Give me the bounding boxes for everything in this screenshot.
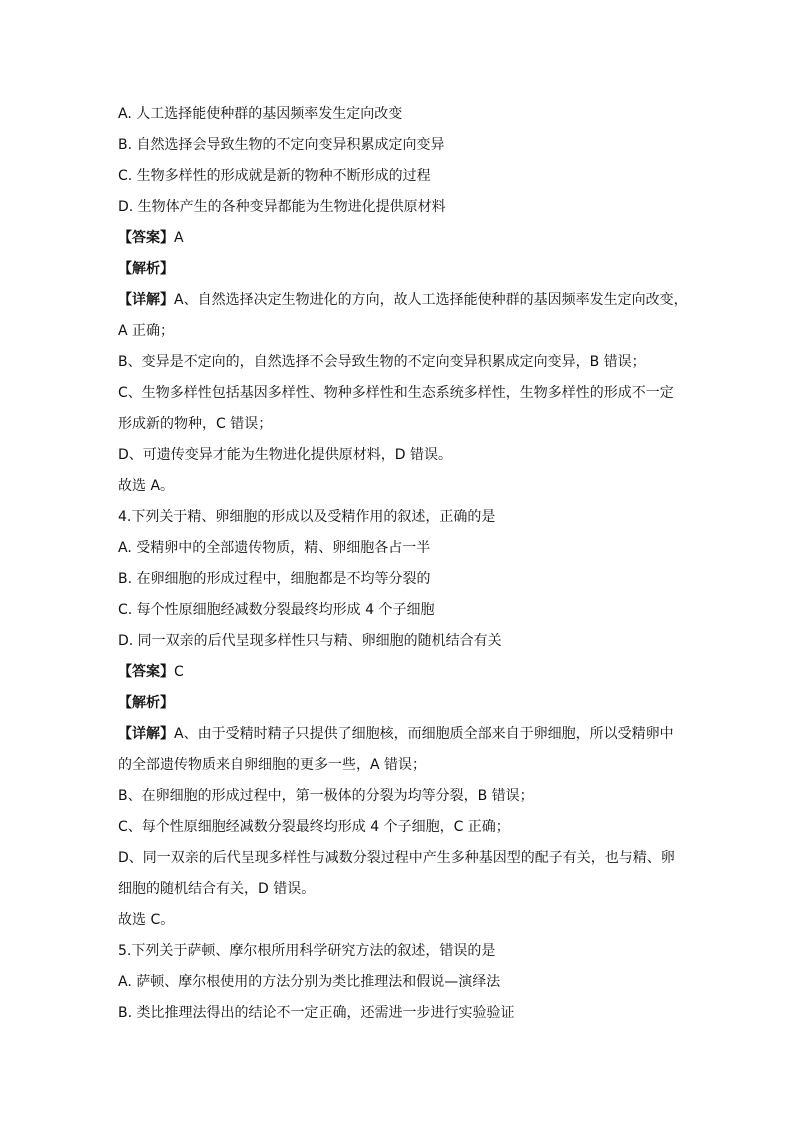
q3-detail-1 <box>118 285 688 316</box>
q5-option-a: A. 萨顿、摩尔根使用的方法分别为类比推理法和假说—演绎法 <box>118 974 501 990</box>
q3-answer <box>118 223 678 254</box>
q4-detail-6: 细胞的随机结合有关，D 错误。 <box>118 881 316 897</box>
q4-detail-tag: 【详解】 <box>118 726 174 742</box>
q3-detail-text: A、自然选择决定生物进化的方向，故人工选择能使种群的基因频率发生定向改变， <box>174 292 688 308</box>
q4-detail-2: 的全部遗传物质来自卵细胞的更多一些，A 错误； <box>118 757 427 773</box>
q3-detail-4: C、生物多样性包括基因多样性、物种多样性和生态系统多样性，生物多样性的形成不一定 <box>118 385 674 401</box>
q4-conclusion: 故选 C。 <box>118 912 175 928</box>
q3-detail-2: A 正确； <box>118 323 175 339</box>
page-content <box>118 99 688 1029</box>
q3-option-c: C. 生物多样性的形成就是新的物种不断形成的过程 <box>118 168 431 184</box>
q4-detail-3: B、在卵细胞的形成过程中，第一极体的分裂为均等分裂，B 错误； <box>118 788 534 804</box>
q3-option-b: B. 自然选择会导致生物的不定向变异积累成定向变异 <box>118 137 445 153</box>
q4-option-b: B. 在卵细胞的形成过程中，细胞都是不均等分裂的 <box>118 571 431 587</box>
q3-detail-3: B、变异是不定向的，自然选择不会导致生物的不定向变异积累成定向变异，B 错误； <box>118 354 646 370</box>
q5-option-b: B. 类比推理法得出的结论不一定正确，还需进一步进行实验验证 <box>118 1005 515 1021</box>
q4-detail-5: D、同一双亲的后代呈现多样性与减数分裂过程中产生多种基因型的配子有关，也与精、卵 <box>118 850 675 866</box>
q3-option-a: A. 人工选择能使种群的基因频率发生定向改变 <box>118 106 403 122</box>
q4-detail-text: A、由于受精时精子只提供了细胞核，而细胞质全部来自于卵细胞，所以受精卵中 <box>174 726 674 742</box>
q4-detail-1 <box>118 719 678 750</box>
q3-conclusion: 故选 A。 <box>118 478 175 494</box>
q3-detail-6: D、可遗传变异才能为生物进化提供原材料，D 错误。 <box>118 447 453 463</box>
q3-option-d: D. 生物体产生的各种变异都能为生物进化提供原材料 <box>118 199 446 215</box>
q4-answer <box>118 657 678 688</box>
q4-option-d: D. 同一双亲的后代呈现多样性只与精、卵细胞的随机结合有关 <box>118 633 502 649</box>
q3-detail-5: 形成新的物种，C 错误； <box>118 416 273 432</box>
q3-detail-tag: 【详解】 <box>118 292 174 308</box>
q3-answer-value: A <box>174 230 184 246</box>
q4-answer-tag: 【答案】 <box>118 664 174 680</box>
q3-answer-tag: 【答案】 <box>118 230 174 246</box>
q4-answer-value: C <box>174 664 184 680</box>
q5-stem: 5.下列关于萨顿、摩尔根所用科学研究方法的叙述，错误的是 <box>118 943 496 959</box>
q4-stem: 4.下列关于精、卵细胞的形成以及受精作用的叙述，正确的是 <box>118 509 496 525</box>
q4-analysis-tag: 【解析】 <box>118 695 174 711</box>
q4-option-c: C. 每个性原细胞经减数分裂最终均形成 4 个子细胞 <box>118 602 435 618</box>
q4-option-a: A. 受精卵中的全部遗传物质，精、卵细胞各占一半 <box>118 540 431 556</box>
q4-detail-4: C、每个性原细胞经减数分裂最终均形成 4 个子细胞，C 正确； <box>118 819 510 835</box>
q3-analysis-tag: 【解析】 <box>118 261 174 277</box>
